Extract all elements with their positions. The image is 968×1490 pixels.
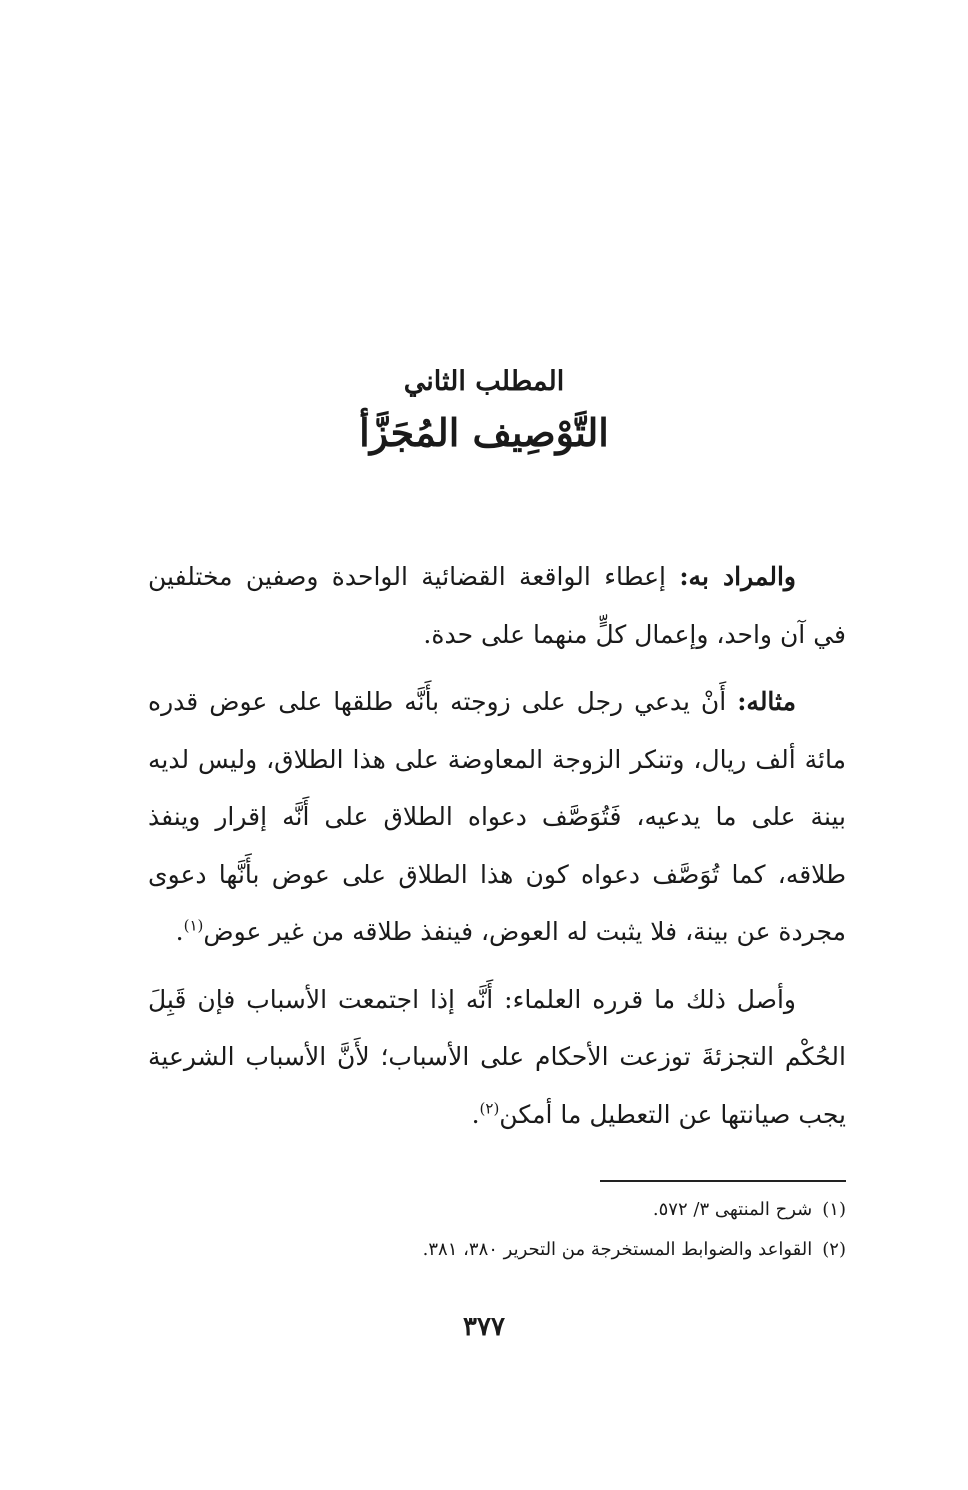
paragraph-text: وأصل ذلك ما قرره العلماء: أَنَّه إذا اجتمعت الأسباب فإن قَبِلَ الحُكْم التجزئةَ توزعت الأحكام على الأسباب؛ لأَنَّ الأسباب الشرعية يجب صيانتها عن التعطيل ما أمكن — [148, 984, 846, 1129]
section-heading — [0, 362, 968, 462]
footnote-text: شرح المنتهى ٣/ ٥٧٢. — [652, 1199, 813, 1220]
page-number: ٣٧٧ — [463, 1312, 505, 1342]
body-text — [148, 548, 846, 1153]
footnote-ref[interactable]: (٢) — [479, 1099, 500, 1118]
paragraph-lead: والمراد به: — [679, 562, 796, 591]
footnotes — [148, 1190, 846, 1270]
footnote-number: (٢) — [822, 1239, 846, 1260]
footnote-ref[interactable]: (١) — [183, 916, 204, 935]
paragraph-tail: . — [175, 917, 184, 946]
paragraph-text: أَنْ يدعي رجل على زوجته بأَنَّه طلقها على عوض قدره مائة ألف ريال، وتنكر الزوجة المعاوضة على هذا الطلاق، وليس لديه بينة على ما يدعيه، فَتُوَصَّف دعواه الطلاق على أَنَّه إقرار وينفذ طلاقه، كما تُوَصَّف دعواه كون هذا الطلاق على عوض بأَنَّها دعوى مجردة عن بينة، فلا يثبت له العوض، فينفذ طلاقه من غير عوض — [148, 687, 846, 946]
definition-paragraph — [148, 548, 846, 663]
principle-paragraph — [148, 971, 846, 1144]
section-label: المطلب الثاني — [403, 366, 565, 397]
footnote-divider — [600, 1180, 846, 1182]
footnote-number: (١) — [822, 1199, 846, 1220]
footnote-item — [148, 1230, 846, 1270]
example-paragraph — [148, 673, 846, 961]
footnote-item — [148, 1190, 846, 1230]
section-title: التَّوْصِيف المُجَزَّأ — [359, 410, 609, 455]
paragraph-lead: مثاله: — [737, 687, 796, 716]
paragraph-text: إعطاء الواقعة القضائية الواحدة وصفين مختلفين في آن واحد، وإعمال كلٍّ منهما على حدة. — [148, 562, 846, 649]
footnote-text: القواعد والضوابط المستخرجة من التحرير ٣٨٠، ٣٨١. — [422, 1239, 813, 1260]
paragraph-tail: . — [471, 1099, 480, 1129]
